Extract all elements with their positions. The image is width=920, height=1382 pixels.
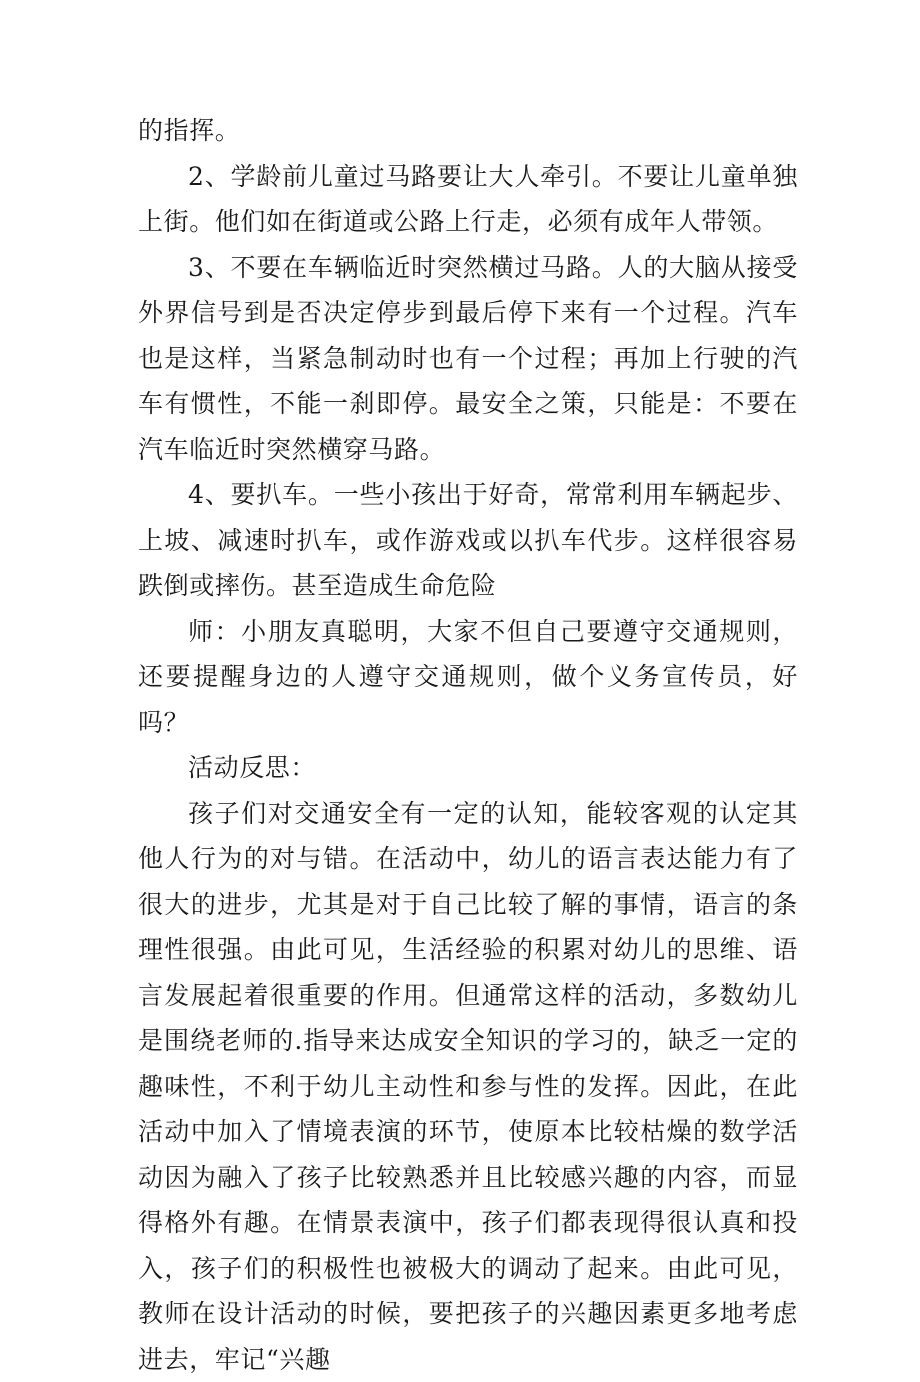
paragraph-continuation: 的指挥。 (138, 108, 798, 154)
paragraph-rule-3: 3、不要在车辆临近时突然横过马路。人的大脑从接受外界信号到是否决定停步到最后停下来有一个过程。汽车也是这样，当紧急制动时也有一个过程；再加上行驶的汽车有惯性，不能一刹即停。最安全之策，只能是：不要在汽车临近时突然横穿马路。 (138, 245, 798, 473)
document-body (138, 108, 798, 1382)
paragraph-rule-2: 2、学龄前儿童过马路要让大人牵引。不要让儿童单独上街。他们如在街道或公路上行走，必须有成年人带领。 (138, 154, 798, 245)
paragraph-reflection: 孩子们对交通安全有一定的认知，能较客观的认定其他人行为的对与错。在活动中，幼儿的语言表达能力有了很大的进步，尤其是对于自己比较了解的事情，语言的条理性很强。由此可见，生活经验的积累对幼儿的思维、语言发展起着很重要的作用。但通常这样的活动，多数幼儿是围绕老师的.指导来达成安全知识的学习的，缺乏一定的趣味性，不利于幼儿主动性和参与性的发挥。因此，在此活动中加入了情境表演的环节，使原本比较枯燥的数学活动因为融入了孩子比较熟悉并且比较感兴趣的内容，而显得格外有趣。在情景表演中，孩子们都表现得很认真和投入，孩子们的积极性也被极大的调动了起来。由此可见，教师在设计活动的时候，要把孩子的兴趣因素更多地考虑进去，牢记“兴趣 (138, 791, 798, 1382)
paragraph-rule-4: 4、要扒车。一些小孩出于好奇，常常利用车辆起步、上坡、减速时扒车，或作游戏或以扒车代步。这样很容易跌倒或摔伤。甚至造成生命危险 (138, 472, 798, 609)
section-heading-reflection: 活动反思： (138, 745, 798, 791)
paragraph-teacher-remark: 师：小朋友真聪明，大家不但自己要遵守交通规则，还要提醒身边的人遵守交通规则，做个义务宣传员，好吗？ (138, 609, 798, 746)
